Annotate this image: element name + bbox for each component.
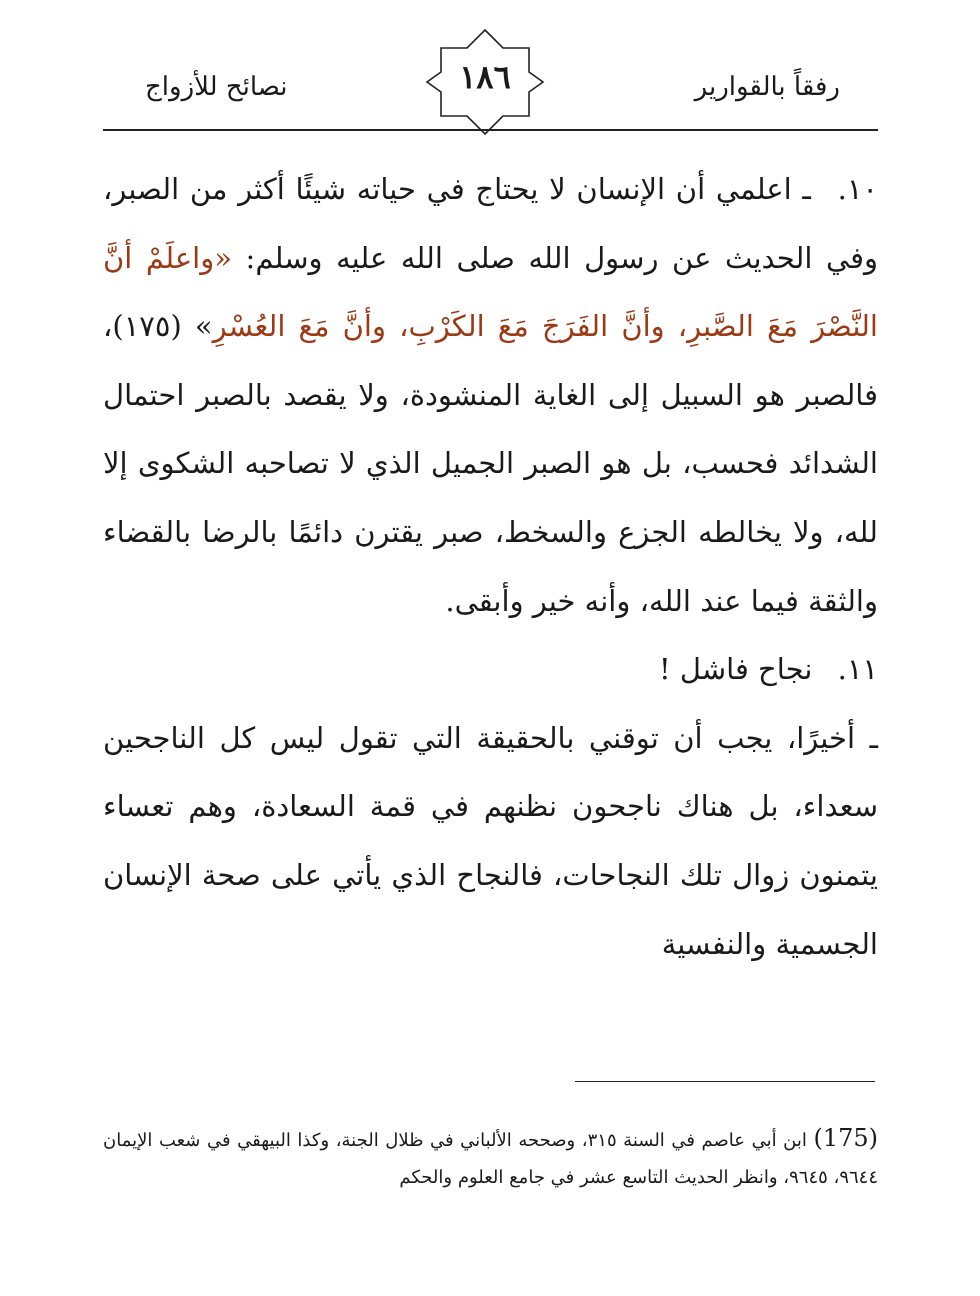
paragraph-10 bbox=[103, 155, 878, 635]
page-number-badge bbox=[425, 28, 545, 136]
page-header bbox=[0, 0, 980, 140]
paragraph-text: ـ اعلمي أن الإنسان لا يحتاج في حياته شيئًا أكثر من الصبر، وفي الحديث عن رسول الله صلى الله عليه وسلم: bbox=[103, 172, 879, 275]
paragraph-number: ١٠. bbox=[837, 172, 879, 206]
footnote-text: ابن أبي عاصم في السنة ٣١٥، وصححه الألباني في ظلال الجنة، وكذا البيهقي في شعب الإيمان ٩٦٤٤، ٩٦٤٥، وانظر الحديث التاسع عشر في جامع العلوم والحكم bbox=[103, 1130, 878, 1188]
chapter-title: نصائح للأزواج bbox=[145, 72, 288, 102]
paragraph-number: ١١. bbox=[837, 652, 878, 687]
footnote-divider bbox=[575, 1081, 875, 1082]
main-text bbox=[103, 155, 878, 978]
hadith-quote: «واعلَمْ أنَّ النَّصْرَ مَعَ الصَّبرِ، وأنَّ الفَرَجَ مَعَ الكَرْبِ، وأنَّ مَعَ العُسْرِ bbox=[103, 240, 878, 344]
header-divider bbox=[103, 129, 878, 131]
page-number: ١٨٦ bbox=[459, 58, 511, 96]
footnote-reference: » (١٧٥) bbox=[112, 309, 213, 344]
paragraph-text: ، فالصبر هو السبيل إلى الغاية المنشودة، ولا يقصد بالصبر احتمال الشدائد فحسب، بل هو الصبر الجميل الذي لا تصاحبه الشكوى إلا لله، ولا يخالطه الجزع والسخط، صبر يقترن دائمًا بالرضا بالقضاء والثقة فيما عند الله، وأنه خير وأبقى. bbox=[103, 309, 878, 618]
book-title: رفقاً بالقوارير bbox=[694, 72, 840, 102]
paragraph-11: ـ أخيرًا، يجب أن توقني بالحقيقة التي تقول ليس كل الناجحين سعداء، بل هناك ناجحون نظنهم في قمة السعادة، وهم تعساء يتمنون زوال تلك النجاحات، فالنجاح الذي يأتي على صحة الإنسان الجسمية والنفسية bbox=[103, 720, 878, 961]
footnote-number: (175) bbox=[813, 1124, 878, 1152]
section-heading: نجاح فاشل ! bbox=[659, 652, 813, 687]
footnote bbox=[103, 1120, 878, 1196]
paragraph-11-heading bbox=[103, 635, 878, 704]
